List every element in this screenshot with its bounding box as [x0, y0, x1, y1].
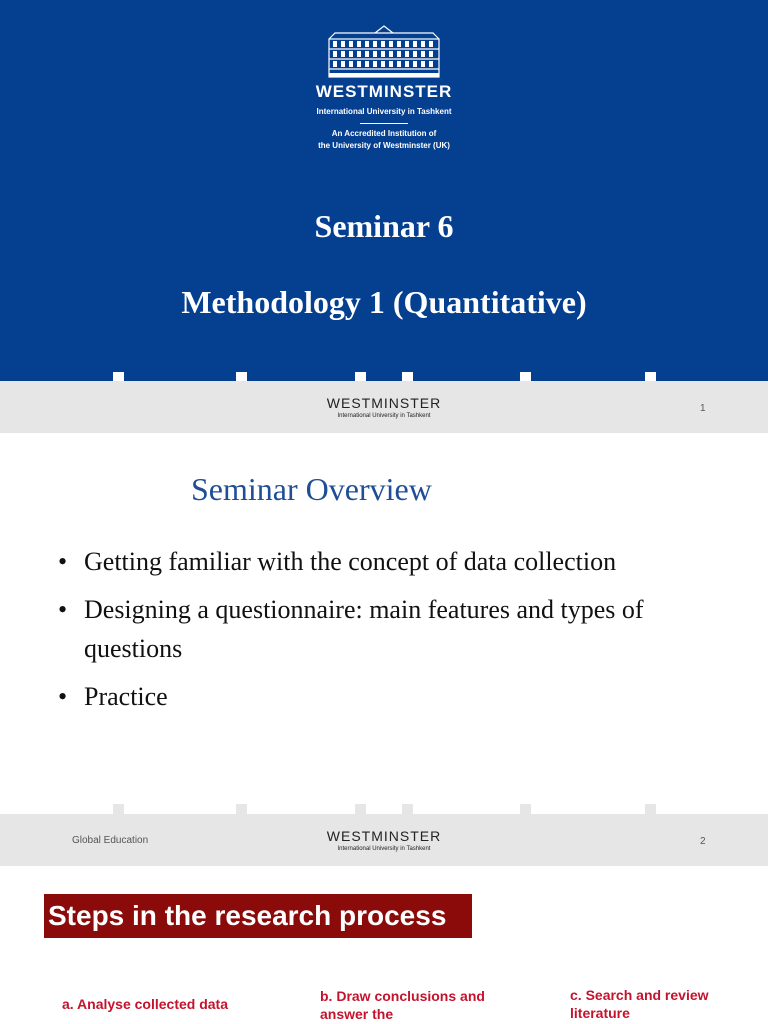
list-item — [58, 677, 698, 716]
research-steps-title: Steps in the research process — [44, 894, 472, 938]
footer-tab — [402, 804, 413, 814]
university-building-icon — [325, 25, 443, 79]
slide-footer — [0, 814, 768, 866]
footer-wordmark-subtitle: International University in Tashkent — [337, 413, 431, 419]
accreditation-line-1: An Accredited Institution of — [331, 129, 437, 138]
title-slide-background — [0, 0, 768, 381]
accreditation-line-2: the University of Westminster (UK) — [318, 141, 450, 150]
list-item-text: Getting familiar with the concept of data collection — [84, 547, 617, 576]
step-item: b. Draw conclusions and answer the — [320, 988, 485, 1022]
list-item — [58, 542, 698, 581]
footer-wordmark: WESTMINSTER — [326, 395, 442, 411]
overview-title: Seminar Overview — [191, 471, 432, 507]
footer-tab — [645, 804, 656, 814]
overview-bullet-list — [58, 542, 698, 725]
step-item: c. Search and review literature — [570, 987, 709, 1021]
footer-tab — [236, 804, 247, 814]
step-item: a. Analyse collected data — [62, 996, 228, 1012]
footer-left-text: Global Education — [72, 835, 149, 846]
slide-subtitle: Methodology 1 (Quantitative) — [181, 284, 587, 320]
slide-title: Seminar 6 — [314, 208, 454, 244]
footer-wordmark-subtitle: International University in Tashkent — [337, 846, 431, 852]
list-item-text: Practice — [84, 682, 168, 711]
slide-footer — [0, 381, 768, 433]
slide-number: 2 — [700, 836, 706, 847]
slide-number: 1 — [700, 403, 706, 414]
footer-wordmark: WESTMINSTER — [326, 828, 442, 844]
bullet-icon: • — [58, 682, 68, 711]
bullet-icon: • — [58, 595, 68, 624]
logo-subtitle: International University in Tashkent — [316, 107, 452, 116]
footer-tab — [355, 804, 366, 814]
logo-divider — [360, 123, 408, 124]
list-item-text: Designing a questionnaire: main features and types of questions — [84, 595, 644, 663]
bullet-icon: • — [58, 547, 68, 576]
logo-wordmark: WESTMINSTER — [315, 82, 453, 101]
footer-tab — [520, 804, 531, 814]
list-item — [58, 590, 698, 668]
title-slide — [0, 0, 768, 433]
footer-tab — [113, 804, 124, 814]
